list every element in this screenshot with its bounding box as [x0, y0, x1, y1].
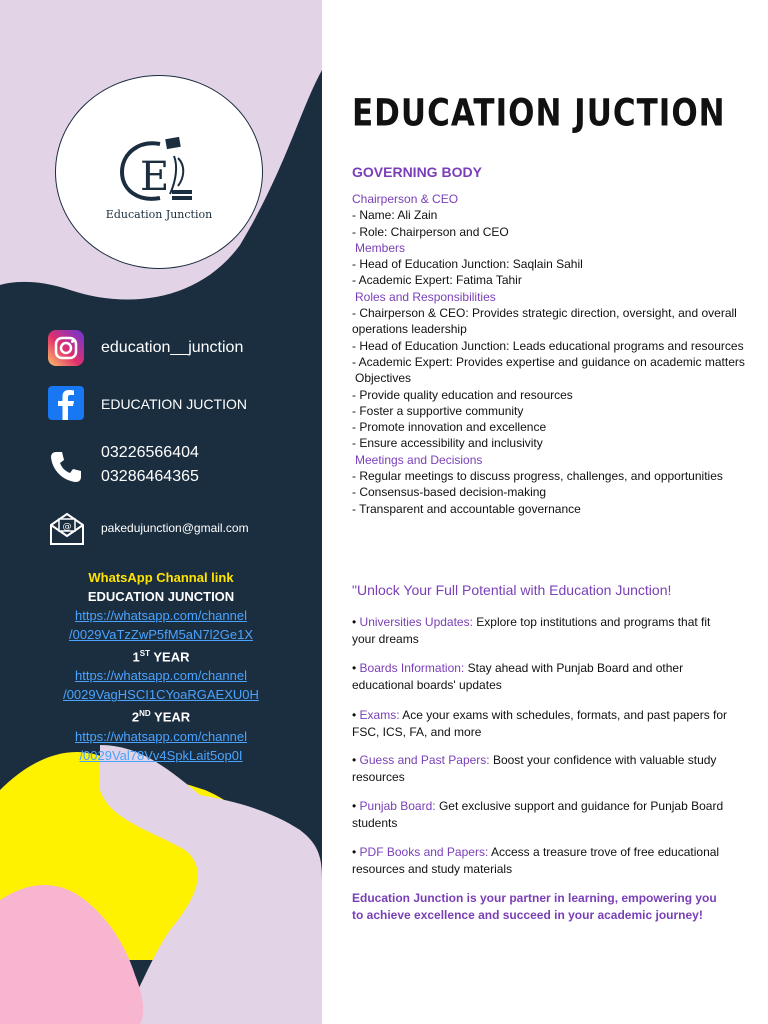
- feature-label: PDF Books and Papers:: [359, 845, 489, 859]
- feature-label: Boards Information:: [359, 661, 465, 675]
- svg-text:E: E: [140, 154, 170, 200]
- bullet: •: [352, 708, 360, 722]
- objectives-heading: Objectives: [355, 371, 412, 386]
- feature-text: Access a treasure trove of free educational resources and study materials: [352, 845, 720, 876]
- first-year-label: [0, 644, 322, 666]
- objective-item: - Ensure accessibility and inclusivity: [352, 436, 543, 451]
- tagline: "Unlock Your Full Potential with Education Junction!: [352, 582, 672, 598]
- feature-text: Explore top institutions and programs that fit your dreams: [352, 615, 711, 646]
- objective-item: - Provide quality education and resources: [352, 387, 573, 402]
- main-channel-link-line1[interactable]: https://whatsapp.com/channel: [75, 608, 247, 623]
- roles-heading: Roles and Responsibilities: [355, 289, 496, 304]
- bullet: •: [352, 799, 360, 813]
- role-item: - Head of Education Junction: Leads educational programs and resources: [352, 338, 744, 353]
- objective-item: - Promote innovation and excellence: [352, 420, 547, 435]
- feature-text: Stay ahead with Punjab Board and other educational boards' updates: [352, 661, 684, 692]
- governing-body-heading: GOVERNING BODY: [352, 164, 482, 180]
- main-channel-link-line2[interactable]: /0029VaTzZwP5fM5aN7l2Ge1X: [68, 627, 254, 642]
- email-address[interactable]: pakedujunction@gmail.com: [101, 521, 249, 535]
- svg-text:@: @: [62, 522, 72, 532]
- member-item: - Academic Expert: Fatima Tahir: [352, 273, 522, 288]
- first-year-suffix: ST: [139, 649, 150, 658]
- feature-label: Punjab Board:: [359, 799, 436, 813]
- feature-exams: [352, 707, 732, 740]
- feature-text: Get exclusive support and guidance for Punjab Board students: [352, 799, 724, 830]
- objective-item: - Foster a supportive community: [352, 403, 524, 418]
- feature-text: Boost your confidence with valuable study resources: [352, 753, 717, 784]
- governing-body-content: [352, 191, 747, 517]
- bullet: •: [352, 661, 360, 675]
- meeting-item: - Regular meetings to discuss progress, challenges, and opportunities: [352, 469, 723, 484]
- phone-number-2[interactable]: 03286464365: [101, 468, 199, 485]
- email-icon: [48, 511, 86, 547]
- education-junction-logo: [116, 136, 202, 206]
- members-heading: Members: [355, 240, 406, 255]
- instagram-icon[interactable]: [48, 330, 84, 366]
- feature-universities: [352, 614, 732, 647]
- whatsapp-links: [0, 568, 322, 765]
- role-item: - Academic Expert: Provides expertise and guidance on academic matters: [352, 354, 745, 369]
- chairperson-role: - Role: Chairperson and CEO: [352, 224, 509, 239]
- instagram-handle[interactable]: education__junction: [101, 339, 244, 356]
- page-title: EDUCATION JUCTION: [352, 92, 726, 136]
- second-year-number: 2: [131, 709, 140, 725]
- second-year-link-line2[interactable]: /0029Val78Vv4SpkLait5op0I: [79, 747, 243, 763]
- chairperson-name: - Name: Ali Zain: [352, 208, 438, 223]
- second-year-link-line1[interactable]: https://whatsapp.com/channel: [75, 728, 247, 744]
- feature-label: Universities Updates:: [359, 615, 473, 629]
- first-year-number: 1: [132, 649, 140, 665]
- first-year-link-line2[interactable]: /0029VagHSCI1CYoaRGAEXU0H: [63, 687, 259, 703]
- meetings-heading: Meetings and Decisions: [355, 452, 483, 467]
- main-channel-label: EDUCATION JUNCTION: [87, 589, 235, 604]
- feature-label: Guess and Past Papers:: [359, 753, 490, 767]
- member-item: - Head of Education Junction: Saqlain Sahil: [352, 257, 583, 272]
- bullet: •: [352, 615, 360, 629]
- second-year-word: YEAR: [150, 709, 191, 725]
- second-year-suffix: ND: [139, 709, 151, 719]
- meeting-item: - Consensus-based decision-making: [352, 485, 547, 500]
- role-item: - Chairperson & CEO: Provides strategic direction, oversight, and overall operations leadership: [352, 306, 737, 337]
- logo-circle: [55, 75, 263, 269]
- chairperson-heading: Chairperson & CEO: [352, 192, 459, 206]
- first-year-word: YEAR: [149, 649, 190, 665]
- left-panel: [0, 0, 322, 1024]
- feature-punjab-board: [352, 798, 732, 831]
- whatsapp-title: WhatsApp Channal link: [88, 570, 234, 585]
- feature-text: Ace your exams with schedules, formats, and past papers for FSC, ICS, FA, and more: [352, 708, 728, 739]
- phone-icon: [48, 449, 84, 485]
- meeting-item: - Transparent and accountable governance: [352, 501, 581, 516]
- phone-number-1[interactable]: 03226566404: [101, 444, 199, 461]
- feature-label: Exams:: [359, 708, 400, 722]
- bullet: •: [352, 753, 360, 767]
- facebook-icon[interactable]: [48, 386, 84, 420]
- feature-pdf-books: [352, 844, 732, 877]
- right-panel: [322, 0, 768, 1024]
- feature-guess-papers: [352, 752, 732, 785]
- second-year-label: [0, 704, 322, 726]
- bullet: •: [352, 845, 360, 859]
- feature-boards: [352, 660, 732, 693]
- facebook-page[interactable]: EDUCATION JUCTION: [101, 396, 247, 412]
- closing-statement: Education Junction is your partner in learning, empowering you to achieve excellence and succeed in your academic journey!: [352, 891, 717, 922]
- first-year-link-line1[interactable]: https://whatsapp.com/channel: [75, 668, 247, 684]
- logo-caption: Education Junction: [105, 208, 213, 221]
